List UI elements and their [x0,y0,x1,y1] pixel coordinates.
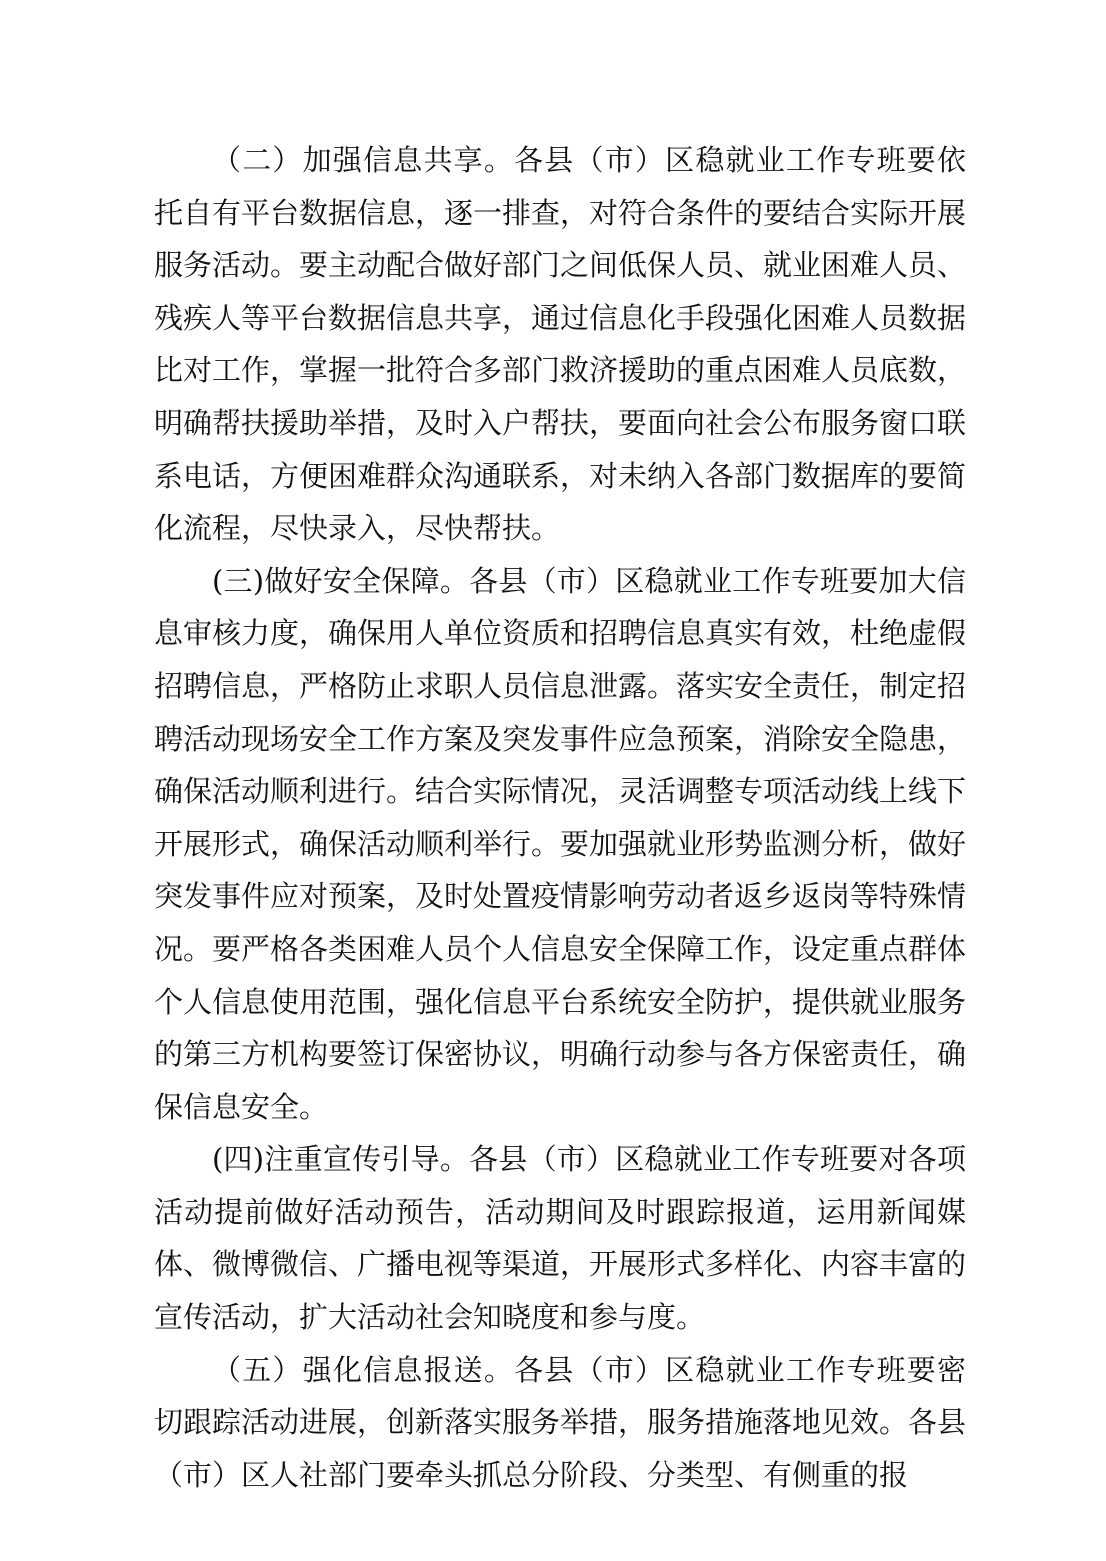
paragraph-safety-guarantee [154,555,966,1134]
paragraph-information-sharing [154,134,966,555]
paragraph-publicity-guidance [154,1133,966,1343]
paragraph-body: 各县（市）区稳就业工作专班要加大信息审核力度，确保用人单位资质和招聘信息真实有效，杜绝虚假招聘信息，严格防止求职人员信息泄露。落实安全责任，制定招聘活动现场安全工作方案及突发事件应急预案，消除安全隐患，确保活动顺利进行。结合实际情况，灵活调整专项活动线上线下开展形式，确保活动顺利举行。要加强就业形势监测分析，做好突发事件应对预案，及时处置疫情影响劳动者返乡返岗等特殊情况。要严格各类困难人员个人信息安全保障工作，设定重点群体个人信息使用范围，强化信息平台系统安全防护，提供就业服务的第三方机构要签订保密协议，明确行动参与各方保密责任，确保信息安全。 [154,563,967,1124]
paragraph-heading: (三)做好安全保障。 [212,563,470,598]
document-body [154,134,966,1501]
paragraph-heading: （二）加强信息共享。 [212,143,515,177]
paragraph-body: 各县（市）区稳就业工作专班要对各项活动提前做好活动预告，活动期间及时跟踪报道，运用新闻媒体、微博微信、广播电视等渠道，开展形式多样化、内容丰富的宣传活动，扩大活动社会知晓度和参与度。 [154,1142,967,1335]
paragraph-heading: (四)注重宣传引导。 [212,1142,470,1177]
paragraph-body: 各县（市）区稳就业工作专班要依托自有平台数据信息，逐一排查，对符合条件的要结合实际开展服务活动。要主动配合做好部门之间低保人员、就业困难人员、残疾人等平台数据信息共享，通过信息化手段强化困难人员数据比对工作，掌握一批符合多部门救济援助的重点困难人员底数，明确帮扶援助举措，及时入户帮扶，要面向社会公布服务窗口联系电话，方便困难群众沟通联系，对未纳入各部门数据库的要简化流程，尽快录入，尽快帮扶。 [154,143,967,546]
paragraph-information-reporting [154,1344,966,1502]
paragraph-body: 各县（市）区稳就业工作专班要密切跟踪活动进展，创新落实服务举措，服务措施落地见效。各县（市）区人社部门要牵头抓总分阶段、分类型、有侧重的报 [154,1352,967,1492]
paragraph-heading: （五）强化信息报送。 [212,1352,515,1387]
